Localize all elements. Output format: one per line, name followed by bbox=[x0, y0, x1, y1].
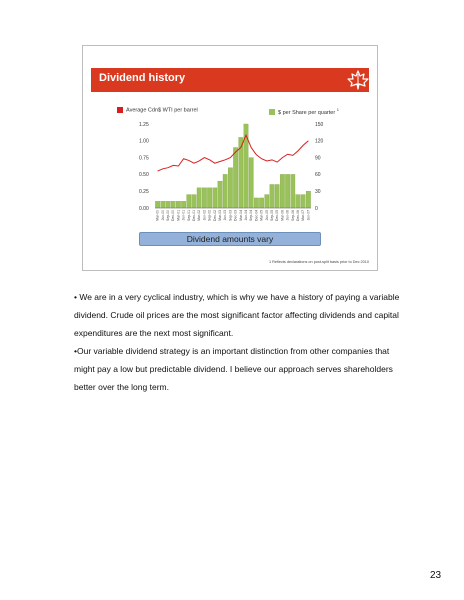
dividend-bar bbox=[296, 195, 300, 208]
dividend-bar bbox=[280, 174, 284, 208]
dividend-bar bbox=[306, 191, 310, 208]
dividend-bar bbox=[285, 174, 289, 208]
dividend-bar bbox=[166, 201, 170, 208]
x-axis-tick-label: Mar-04 bbox=[238, 210, 243, 221]
x-axis-tick-label: Mar-03 bbox=[218, 210, 222, 221]
legend-bars-label: $ per Share per quarter bbox=[278, 109, 336, 116]
x-axis-tick-label: Dec-03 bbox=[233, 210, 238, 221]
left-axis-tick-label: 0.00 bbox=[139, 205, 149, 212]
dividend-bar bbox=[176, 201, 180, 208]
dividend-bar bbox=[249, 158, 253, 208]
right-axis-tick-label: 0 bbox=[315, 205, 318, 212]
page-number: 23 bbox=[430, 570, 442, 581]
x-axis-tick-label: Sep-00 bbox=[166, 210, 170, 221]
x-axis-tick-label: Jun-01 bbox=[181, 210, 186, 221]
dividend-bar bbox=[265, 195, 269, 208]
dividend-bar bbox=[155, 201, 159, 208]
x-axis-tick-label: Sep-05 bbox=[270, 210, 274, 221]
right-axis-tick-label: 150 bbox=[315, 121, 324, 128]
left-axis-tick-label: 0.50 bbox=[139, 172, 149, 179]
legend-line-label: Average Cdn$ WTI per barrel bbox=[126, 107, 198, 114]
right-axis-tick-label: 30 bbox=[315, 189, 321, 195]
dividend-bar bbox=[197, 188, 201, 208]
x-axis-tick-label: Jun-05 bbox=[264, 210, 269, 221]
slide bbox=[82, 45, 378, 271]
x-axis-tick-label: Sep-02 bbox=[207, 210, 212, 221]
slide-title: Dividend history bbox=[99, 72, 186, 84]
x-axis-tick-label: Mar-01 bbox=[176, 210, 181, 221]
right-axis-tick-label: 90 bbox=[315, 155, 321, 162]
dividend-bar bbox=[202, 188, 206, 208]
dividend-bar bbox=[223, 174, 227, 208]
x-axis-tick-label: Sep-06 bbox=[290, 210, 295, 221]
left-axis-tick-label: 0.25 bbox=[139, 189, 149, 195]
dividend-bar bbox=[181, 201, 185, 208]
x-axis-tick-label: Mar-07 bbox=[301, 210, 306, 221]
x-axis-tick-label: Jun-03 bbox=[223, 210, 228, 221]
x-axis-tick-label: Jun-06 bbox=[285, 210, 290, 221]
note-paragraph-1: • We are in a very cyclical industry, which is why we have a history of paying a variable dividend. Crude oil prices are the most significant factor affecting dividends and capital expenditures are the next most significant. bbox=[74, 292, 400, 338]
x-axis-tick-label: Dec-06 bbox=[296, 210, 300, 221]
dividend-bar bbox=[213, 188, 217, 208]
dividend-bar bbox=[233, 148, 237, 208]
dividend-callout: Dividend amounts vary bbox=[139, 232, 321, 246]
x-axis-tick-label: Jun-04 bbox=[244, 210, 248, 221]
x-axis-tick-label: Sep-04 bbox=[249, 210, 254, 221]
left-axis-tick-label: 0.75 bbox=[139, 155, 149, 162]
dividend-bar bbox=[259, 198, 263, 208]
wti-price-line bbox=[158, 135, 309, 171]
right-axis-tick-label: 120 bbox=[315, 138, 324, 145]
left-axis-tick-label: 1.25 bbox=[139, 121, 149, 128]
dividend-bar bbox=[270, 184, 274, 208]
x-axis-tick-label: Mar-06 bbox=[280, 210, 285, 221]
dividend-bar bbox=[171, 201, 175, 208]
slide-footnote: 1 Reflects declarations on post-split basis prior to Dec 2010 bbox=[268, 260, 369, 264]
dividend-bar bbox=[207, 188, 211, 208]
dividend-bar bbox=[275, 184, 279, 208]
x-axis-tick-label: Jun-07 bbox=[306, 210, 311, 221]
x-axis-tick-label: Sep-03 bbox=[228, 210, 233, 221]
dividend-bar bbox=[161, 201, 165, 208]
x-axis-tick-label: Dec-00 bbox=[171, 210, 176, 221]
x-axis-tick-label: Mar-05 bbox=[259, 210, 264, 221]
x-axis-tick-label: Jun-00 bbox=[160, 210, 165, 221]
x-axis-tick-label: Dec-05 bbox=[275, 210, 280, 221]
x-axis-tick-label: Dec-01 bbox=[192, 210, 196, 221]
speaker-notes bbox=[74, 288, 404, 396]
note-paragraph-2: •Our variable dividend strategy is an important distinction from other companies that might pay a low but predictable dividend. I believe our approach serves shareholders better over the long term. bbox=[74, 346, 393, 392]
dividend-bar bbox=[218, 181, 222, 208]
dividend-bar bbox=[254, 198, 258, 208]
right-axis-tick-label: 60 bbox=[315, 172, 321, 179]
legend-bars-footnote-mark: 1 bbox=[336, 107, 339, 112]
dividend-bar bbox=[244, 124, 248, 208]
x-axis-tick-label: Mar-00 bbox=[155, 210, 160, 221]
x-axis-tick-label: Mar-02 bbox=[197, 210, 202, 221]
dividend-bar bbox=[228, 168, 232, 208]
x-axis-tick-label: Jun-02 bbox=[202, 210, 207, 221]
x-axis-tick-label: Dec-02 bbox=[212, 210, 217, 221]
x-axis-tick-label: Sep-01 bbox=[186, 210, 191, 221]
dividend-bar bbox=[301, 195, 305, 208]
dividend-bar bbox=[192, 195, 196, 208]
x-axis-tick-label: Dec-04 bbox=[254, 210, 259, 221]
left-axis-tick-label: 1.00 bbox=[139, 138, 149, 145]
dividend-bar bbox=[291, 174, 295, 208]
dividend-bar bbox=[187, 195, 191, 208]
